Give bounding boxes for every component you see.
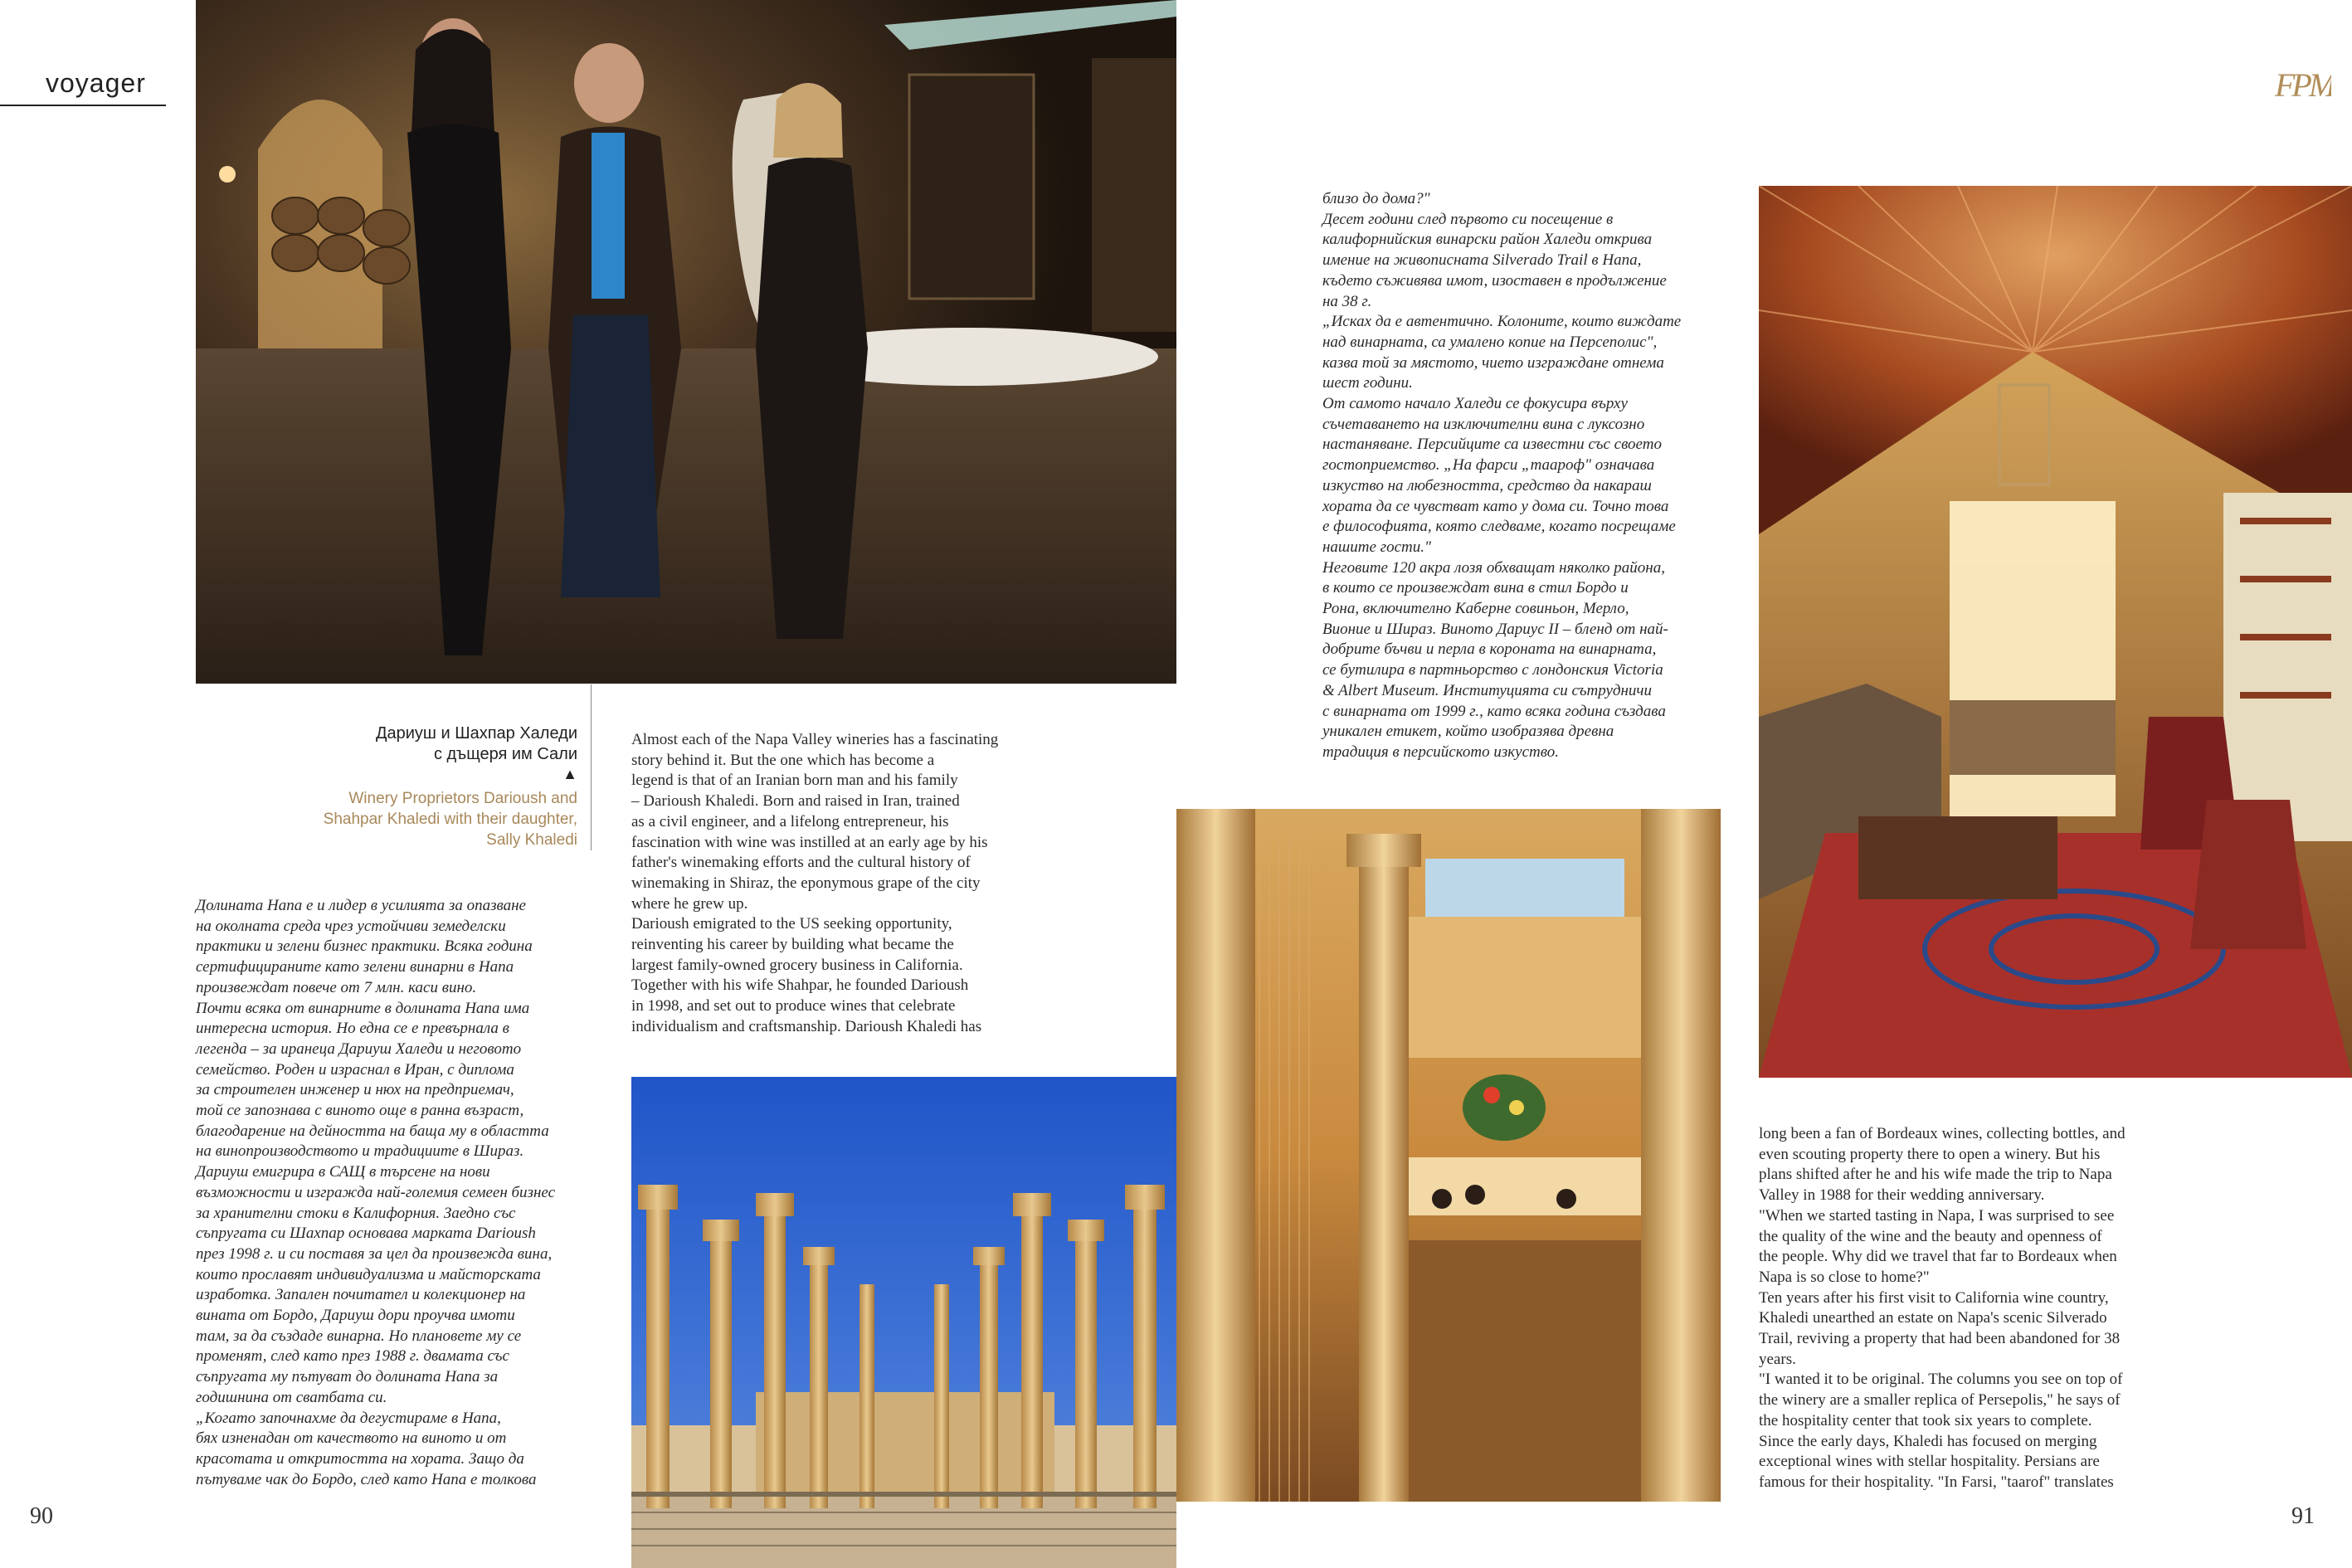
text-line: the hospitality center that took six years to complete. xyxy=(1759,1411,2092,1429)
text-line: гостоприемство. „На фарси „таароф" означава xyxy=(1322,456,1655,475)
text-line: Долината Напа е и лидер в усилията за опазване xyxy=(196,897,526,914)
text-line: Trail, reviving a property that had been abandoned for 38 xyxy=(1759,1330,2121,1348)
text-line: the people. Why did we travel that far to Bordeaux when xyxy=(1759,1248,2117,1266)
text-line: там, за да създаде винарна. Но плановете му се xyxy=(196,1327,522,1345)
caption-divider xyxy=(591,684,592,850)
section-rule xyxy=(0,105,166,106)
text-line: вината от Бордо, Дариуш дори проучва имоти xyxy=(196,1307,515,1325)
text-line: От самото начало Халеди се фокусира върху xyxy=(1322,395,1628,413)
svg-text:FPM: FPM xyxy=(2275,66,2331,104)
text-line: се бутилира в партньорство с лондонския Victoria xyxy=(1322,661,1663,679)
brand-logo xyxy=(2273,63,2331,113)
text-line: възможности и изгражда най-големия семеен бизнес xyxy=(196,1183,556,1201)
text-line: бях изненадан от качеството на виното и от xyxy=(196,1429,507,1448)
text-line: Since the early days, Khaledi has focused on merging xyxy=(1759,1432,2097,1450)
text-line: years. xyxy=(1759,1350,1796,1368)
text-line: where he grew up. xyxy=(631,894,748,913)
photo-proprietors-cellar xyxy=(196,0,1176,684)
text-line: individualism and craftsmanship. Darioush Khaledi has xyxy=(631,1017,982,1035)
article-en-column-right xyxy=(1759,1124,2190,1493)
caption-bg-line-2: с дъщеря им Сали xyxy=(433,745,577,763)
text-line: имение на живописната Silverado Trail в Напа, xyxy=(1322,251,1642,270)
text-line: през 1998 г. и си поставя за цел да произвежда вина, xyxy=(196,1244,553,1263)
photo-caption xyxy=(196,723,577,850)
text-line: е философията, която следваме, когато посрещаме xyxy=(1322,518,1676,536)
text-line: even scouting property there to open a winery. But his xyxy=(1759,1145,2101,1163)
text-line: красотата и откритостта на хората. Защо да xyxy=(196,1449,524,1468)
text-line: добрите бъчви и перла в короната на винарната, xyxy=(1322,640,1657,659)
text-line: настаняване. Персийците са известни със своето xyxy=(1322,436,1662,454)
text-line: Десет години след първото си посещение в xyxy=(1322,210,1614,228)
text-line: Valley in 1988 for their wedding anniversary. xyxy=(1759,1186,2045,1205)
text-line: legend is that of an Iranian born man and his family xyxy=(631,772,958,790)
page-number-left: 90 xyxy=(30,1503,53,1529)
article-bg-column-right xyxy=(1322,189,1737,763)
text-line: с винарната от 1999 г., като всяка година създава xyxy=(1322,702,1666,720)
text-line: Khaledi unearthed an estate on Napa's scenic Silverado xyxy=(1759,1309,2107,1327)
text-line: хората да се чувстват като у дома си. Точно това xyxy=(1322,497,1669,515)
text-line: exceptional wines with stellar hospitality. Persians are xyxy=(1759,1453,2100,1471)
text-line: as a civil engineer, and a lifelong entrepreneur, his xyxy=(631,812,949,830)
text-line: съчетаването на изключителни вина с луксозно xyxy=(1322,415,1645,433)
text-line: благодарение на дейността на баща му в областта xyxy=(196,1122,549,1140)
text-line: близо до дома?" xyxy=(1322,190,1430,207)
text-line: той се запознава с виното още в ранна възраст, xyxy=(196,1102,524,1120)
text-line: largest family-owned grocery business in California. xyxy=(631,956,963,974)
text-line: на винопроизводството и традициите в Шираз. xyxy=(196,1142,524,1161)
text-line: за строителен инженер и нюх на предприемач, xyxy=(196,1081,514,1099)
text-line: „Исках да е автентично. Колоните, които виждате xyxy=(1322,313,1682,331)
text-line: в които се произвеждат вина в стил Бордо и xyxy=(1322,579,1629,597)
text-line: Napa is so close to home?" xyxy=(1759,1268,1930,1286)
text-line: съпругата му пътуват до долината Напа за xyxy=(196,1368,499,1386)
text-line: Рона, включително Каберне совиньон, Мерло, xyxy=(1322,600,1629,618)
text-line: Almost each of the Napa Valley wineries has a fascinating xyxy=(631,731,999,748)
article-bg-column-left xyxy=(196,896,594,1490)
text-line: long been a fan of Bordeaux wines, collecting bottles, and xyxy=(1759,1125,2126,1142)
text-line: Неговите 120 акра лозя обхващат няколко района, xyxy=(1322,558,1665,577)
text-line: father's winemaking efforts and the cultural history of xyxy=(631,854,971,872)
page-number-right: 91 xyxy=(2291,1503,2315,1529)
text-line: story behind it. But the one which has become a xyxy=(631,751,935,769)
text-line: за хранителни стоки в Калифорния. Заедно със xyxy=(196,1204,516,1222)
text-line: the quality of the wine and the beauty and openness of xyxy=(1759,1227,2102,1245)
caption-en-line-1: Winery Proprietors Darioush and xyxy=(348,790,577,807)
text-line: famous for their hospitality. "In Farsi, "taarof" translates xyxy=(1759,1473,2114,1491)
text-line: променят, след като през 1988 г. двамата със xyxy=(196,1347,509,1366)
text-line: практики и зелени бизнес практики. Всяка година xyxy=(196,937,533,956)
text-line: нашите гости." xyxy=(1322,538,1431,556)
text-line: годишнина от сватбата си. xyxy=(196,1388,387,1406)
text-line: на околната среда чрез устойчиви земеделски xyxy=(196,917,506,935)
text-line: където съживява имот, изоставен в продължение xyxy=(1322,271,1667,290)
text-line: "I wanted it to be original. The columns you see on top of xyxy=(1759,1371,2123,1389)
text-line: уникален етикет, който изобразява древна xyxy=(1322,723,1614,741)
caption-bg-line-1: Дариуш и Шахпар Халеди xyxy=(375,724,577,743)
text-line: изработка. Запален почитател и колекционер на xyxy=(196,1286,526,1304)
text-line: „Когато започнахме да дегустираме в Напа, xyxy=(196,1409,501,1427)
photo-persepolis-columns xyxy=(631,1077,1176,1568)
text-line: шест години. xyxy=(1322,374,1413,392)
text-line: интересна история. Но една се е превърнала в xyxy=(196,1020,509,1038)
text-line: in 1998, and set out to produce wines that celebrate xyxy=(631,997,956,1015)
photo-hospitality-center xyxy=(1176,809,1721,1502)
text-line: fascination with wine was instilled at an early age by his xyxy=(631,833,988,851)
photo-lounge-room xyxy=(1759,186,2352,1078)
text-line: пътуваме чак до Бордо, след като Напа е толкова xyxy=(196,1470,537,1488)
text-line: & Albert Museum. Институцията си сътрудничи xyxy=(1322,681,1652,699)
text-line: над винарната, са умалено копие на Персеполис", xyxy=(1322,333,1658,351)
section-label: voyager xyxy=(46,68,146,98)
caption-en-line-3: Sally Khaledi xyxy=(486,831,577,849)
text-line: легенда – за иранеца Дариуш Халеди и неговото xyxy=(196,1040,522,1058)
text-line: "When we started tasting in Napa, I was surprised to see xyxy=(1759,1206,2115,1225)
text-line: калифорнийския винарски район Халеди открива xyxy=(1322,231,1653,249)
text-line: Дариуш емигрира в САЩ в търсене на нови xyxy=(196,1163,490,1181)
text-line: Ten years after his first visit to California wine country, xyxy=(1759,1288,2109,1307)
text-line: Почти всяка от винарните в долината Напа има xyxy=(196,999,530,1017)
text-line: традиция в персийското изкуство. xyxy=(1322,743,1559,761)
text-line: казва той за мястото, чието изграждане отнема xyxy=(1322,353,1664,372)
text-line: които прославят индивидуализма и майсторската xyxy=(196,1265,541,1283)
text-line: Together with his wife Shahpar, he founded Darioush xyxy=(631,976,969,995)
text-line: изкуство на любезността, средство да накараш xyxy=(1322,476,1652,494)
text-line: семейство. Роден и израснал в Иран, с диплома xyxy=(196,1060,514,1079)
text-line: – Darioush Khaledi. Born and raised in Iran, trained xyxy=(631,792,960,811)
text-line: reinventing his career by building what became the xyxy=(631,936,954,954)
caption-en-line-2: Shahpar Khaledi with their daughter, xyxy=(323,811,577,828)
text-line: Darioush emigrated to the US seeking opportunity, xyxy=(631,915,952,933)
text-line: plans shifted after he and his wife made the trip to Napa xyxy=(1759,1166,2112,1184)
text-line: winemaking in Shiraz, the eponymous grape of the city xyxy=(631,874,981,892)
text-line: Вионие и Шираз. Виното Дариус II – бленд от най- xyxy=(1322,620,1668,638)
caption-arrow-up-icon: ▲ xyxy=(562,766,577,782)
text-line: произвеждат повече от 7 млн. каси вино. xyxy=(196,978,477,996)
text-line: the winery are a smaller replica of Persepolis," he says of xyxy=(1759,1391,2121,1410)
article-en-column-middle xyxy=(631,730,1038,1038)
text-line: съпругата си Шахпар основава марката Darioush xyxy=(196,1225,536,1243)
text-line: на 38 г. xyxy=(1322,292,1372,310)
text-line: сертифицираните като зелени винарни в Напа xyxy=(196,958,514,976)
brand-monogram-icon xyxy=(2273,63,2331,105)
